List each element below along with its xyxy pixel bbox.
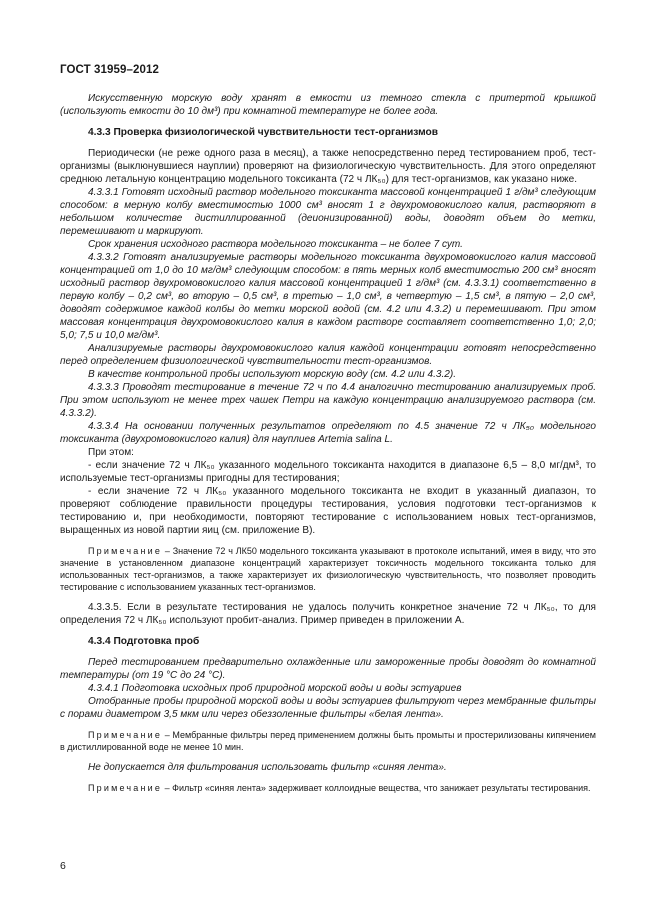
paragraph: Периодически (не реже одного раза в месяц), а также непосредственно перед тестированием проб, тест-организмы (выклюнувшиеся науплии) проверяют на физиологическую чувствительность. Для этого определяют среднюю летальную концентрацию модельного токсиканта (72 ч ЛК₅₀) для тест-организмов, как указано ниже.	[60, 148, 596, 185]
paragraph: 4.3.3.2 Готовят анализируемые растворы модельного токсиканта двухромовокислого калия массовой концентрацией от 1,0 до 10 мг/дм³ следующим способом: в пять мерных колб вместимостью 200 см³ вносят исходный раствор двухромовокислого калия массовой концентрацией 1 г/дм³ (см. 4.3.3.1) соответственно в первую колбу – 0,2 см³, во вторую – 0,5 см³, в третью – 1,0 см³, в четвертую – 1,5 см³, в пятую – 2,0 см³, доводят содержимое каждой колбы до метки морской водой (см. 4.2 или 4.3.2) и перемешивают. При этом массовая концентрация двухромовокислого калия в каждом растворе составляет соответственно 1,0; 2,0; 5,0; 7,5 и 10,0 мг/дм³.	[60, 252, 596, 341]
note-text: – Мембранные фильтры перед применением должны быть промыты и простерилизованы кипячением в дистиллированной воде не менее 10 мин.	[60, 730, 596, 752]
paragraph: Анализируемые растворы двухромовокислого калия каждой концентрации готовят непосредственно перед определением физиологической чувствительности тест-организмов.	[60, 343, 596, 367]
page-number: 6	[60, 860, 66, 872]
document-body	[60, 92, 596, 794]
paragraph: Перед тестированием предварительно охлажденные или замороженные пробы доводят до комнатной температуры (от 19 °С до 24 °С).	[60, 657, 596, 681]
paragraph: Не допускается для фильтрования использовать фильтр «синяя лента».	[88, 762, 447, 773]
section-heading: 4.3.4 Подготовка проб	[88, 636, 200, 647]
paragraph: Отобранные пробы природной морской воды и воды эстуариев фильтруют через мембранные фильтры с порами диаметром 3,5 мкм или через обеззоленные фильтры «белая лента».	[60, 696, 596, 720]
paragraph: При этом:	[88, 447, 134, 458]
note-label: Примечание	[88, 783, 163, 793]
list-item: - если значение 72 ч ЛК₅₀ указанного модельного токсиканта не входит в указанный диапазон, то проверяют соблюдение правильности процедуры тестирования, условия подготовки тест-организмов к тестированию и, при необходимости, повторяют тестирование с использованием новых тест-организмов, выращенных из новой партии яиц (см. приложение В).	[60, 486, 596, 536]
note-label: Примечание	[88, 730, 163, 740]
paragraph: Искусственную морскую воду хранят в емкости из темного стекла с притертой крышкой (использують емкости до 10 дм³) при комнатной температуре не более года.	[60, 93, 596, 117]
note-text: – Фильтр «синяя лента» задерживает коллоидные вещества, что занижает результаты тестирования.	[162, 783, 591, 793]
paragraph: 4.3.3.5. Если в результате тестирования не удалось получить конкретное значение 72 ч ЛК₅₀, то для определения 72 ч ЛК₅₀ используют пробит-анализ. Пример приведен в приложении А.	[60, 602, 596, 626]
note	[60, 545, 596, 593]
paragraph: Срок хранения исходного раствора модельного токсиканта – не более 7 сут.	[88, 239, 463, 250]
note-label: Примечание	[88, 546, 163, 556]
paragraph: 4.3.3.1 Готовят исходный раствор модельного токсиканта массовой концентрацией 1 г/дм³ следующим способом: в мерную колбу вместимостью 1000 см³ вносят 1 г двухромовокислого калия, растворяют в небольшом количестве дистиллированной (деионизированной) воды, доводят объем до метки, перемешивают и маркируют.	[60, 187, 596, 237]
paragraph: 4.3.3.4 На основании полученных результатов определяют по 4.5 значение 72 ч ЛК₅₀ модельного токсиканта (двухромовокислого калия) для науплиев Artemia salina L.	[60, 421, 596, 445]
paragraph: 4.3.4.1 Подготовка исходных проб природной морской воды и воды эстуариев	[88, 683, 462, 694]
note	[60, 729, 596, 753]
note-text: – Значение 72 ч ЛК50 модельного токсиканта указывают в протоколе испытаний, имея в виду, что это значение в установленном диапазоне концентраций характеризует токсичность модельного токсиканта только для использованных тест-организмов, а также характеризует их физиологическую чувствительность, что позволяет проводить тестирование с использованием указанных тест-организмов.	[60, 546, 596, 592]
paragraph: В качестве контрольной пробы используют морскую воду (см. 4.2 или 4.3.2).	[88, 369, 456, 380]
document-header: ГОСТ 31959–2012	[60, 64, 160, 76]
paragraph: 4.3.3.3 Проводят тестирование в течение 72 ч по 4.4 аналогично тестированию анализируемых проб. При этом используют не менее трех чашек Петри на каждую концентрацию анализируемого раствора (см. 4.3.3.2).	[60, 382, 596, 419]
note	[60, 782, 596, 794]
list-item: - если значение 72 ч ЛК₅₀ указанного модельного токсиканта находится в диапазоне 6,5 – 8,0 мг/дм³, то используемые тест-организмы пригодны для тестирования;	[60, 460, 596, 484]
section-heading: 4.3.3 Проверка физиологической чувствительности тест-организмов	[88, 127, 438, 138]
